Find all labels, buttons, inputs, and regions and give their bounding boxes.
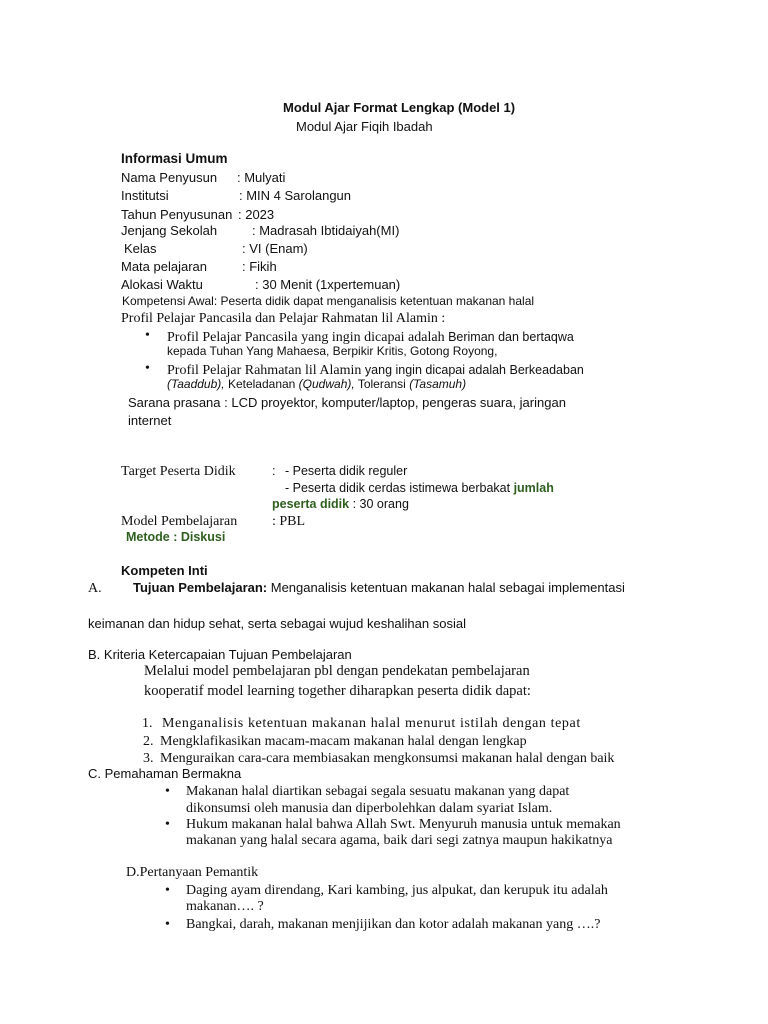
sarana-line: internet xyxy=(128,413,172,428)
profil-item-text: Beriman dan bertaqwa xyxy=(448,330,574,344)
info-label: Nama Penyusun xyxy=(121,170,218,185)
bullet: • xyxy=(165,917,170,932)
pemahaman-item-cont: dikonsumsi oleh manusia dan diperbolehkan dalam syariat Islam. xyxy=(186,801,553,816)
pemahaman-item: Makanan halal diartikan sebagai segala sesuatu makanan yang dapat xyxy=(186,784,570,799)
italic-term: (Taaddub), xyxy=(167,377,225,391)
profil-item-text: yang ingin dicapai adalah Berkeadaban xyxy=(364,363,584,377)
kriteria-item: Menganalisis ketentuan makanan halal menurut istilah dengan tepat xyxy=(162,716,581,731)
tujuan-text-cont: keimanan dan hidup sehat, serta sebagai wujud keshalihan sosial xyxy=(88,616,466,631)
target-value: - Peserta didik reguler xyxy=(285,464,408,478)
tujuan-pembelajaran xyxy=(133,581,625,595)
kriteria-intro: kooperatif model learning together diharapkan peserta didik dapat: xyxy=(144,683,531,699)
pemahaman-heading: C. Pemahaman Bermakna xyxy=(88,766,242,781)
tujuan-label: Tujuan Pembelajaran: xyxy=(133,580,268,595)
kriteria-intro: Melalui model pembelajaran pbl dengan pendekatan pembelajaran xyxy=(144,663,530,679)
model-value: : PBL xyxy=(272,514,306,529)
sarana-line: Sarana prasana : LCD proyektor, komputer/laptop, pengeras suara, jaringan xyxy=(128,395,566,410)
pertanyaan-item: Daging ayam direndang, Kari kambing, jus alpukat, dan kerupuk itu adalah xyxy=(186,883,608,898)
list-number: 3. xyxy=(143,751,154,766)
info-value: : MIN 4 Sarolangun xyxy=(239,188,352,203)
info-label: Tahun Penyusunan xyxy=(121,207,233,222)
profil-item-text: Toleransi xyxy=(354,377,410,391)
profil-item-text: Profil Pelajar Rahmatan lil Alamin xyxy=(167,363,365,378)
pemahaman-item-cont: makanan yang halal secara agama, baik dari segi zatnya maupun hakikatnya xyxy=(186,833,613,848)
kriteria-heading: B. Kriteria Ketercapaian Tujuan Pembelajaran xyxy=(88,647,352,662)
kompetensi-awal: Kompetensi Awal: Peserta didik dapat menganalisis ketentuan makanan halal xyxy=(122,294,535,308)
italic-term: (Tasamuh) xyxy=(409,377,467,391)
bullet: • xyxy=(165,784,170,799)
target-label: Target Peserta Didik xyxy=(121,464,236,479)
target-colon: : xyxy=(272,464,276,478)
target-value xyxy=(272,498,409,512)
pertanyaan-heading: D.Pertanyaan Pemantik xyxy=(126,865,259,880)
info-value: : 30 Menit (1xpertemuan) xyxy=(255,277,401,292)
pertanyaan-item-cont: makanan…. ? xyxy=(186,899,264,914)
profil-item xyxy=(167,328,574,346)
info-value: : 2023 xyxy=(238,207,275,222)
tujuan-text: Menganalisis ketentuan makanan halal sebagai implementasi xyxy=(267,580,625,595)
model-label: Model Pembelajaran xyxy=(121,514,238,529)
info-heading: Informasi Umum xyxy=(121,151,228,166)
info-value: : Madrasah Ibtidaiyah(MI) xyxy=(252,223,400,238)
pemahaman-item: Hukum makanan halal bahwa Allah Swt. Menyuruh manusia untuk memakan xyxy=(186,817,621,832)
info-value: : Fikih xyxy=(242,259,277,274)
target-value-text: - Peserta didik cerdas istimewa berbakat xyxy=(285,481,514,495)
document-title: Modul Ajar Format Lengkap (Model 1) xyxy=(283,100,516,115)
profil-item-text: Keteladanan xyxy=(224,377,299,391)
bullet: • xyxy=(145,361,150,376)
info-label: Mata pelajaran xyxy=(121,259,207,274)
list-number: 2. xyxy=(143,734,154,749)
list-marker: A. xyxy=(88,581,102,596)
bullet: • xyxy=(165,883,170,898)
metode: Metode : Diskusi xyxy=(126,530,226,544)
target-value xyxy=(285,482,554,496)
kompeten-inti-heading: Kompeten Inti xyxy=(121,563,208,578)
kriteria-item: Menguraikan cara-cara membiasakan mengkonsumsi makanan halal dengan baik xyxy=(160,751,615,766)
info-label: Jenjang Sekolah xyxy=(121,223,218,238)
profil-item-cont xyxy=(167,378,466,391)
list-number: 1. xyxy=(142,716,153,731)
kriteria-item: Mengklafikasikan macam-macam makanan halal dengan lengkap xyxy=(160,734,527,749)
profil-item-cont: kepada Tuhan Yang Mahaesa, Berpikir Kritis, Gotong Royong, xyxy=(167,344,498,358)
pertanyaan-item: Bangkai, darah, makanan menjijikan dan kotor adalah makanan yang ….? xyxy=(186,917,601,932)
info-value: : VI (Enam) xyxy=(242,241,308,256)
profil-item-text: Profil Pelajar Pancasila yang ingin dicapai adalah xyxy=(167,330,449,345)
bullet: • xyxy=(165,817,170,832)
italic-term: (Qudwah), xyxy=(298,377,355,391)
target-value-bold: peserta didik xyxy=(272,497,350,511)
document-subtitle: Modul Ajar Fiqih Ibadah xyxy=(296,119,433,134)
info-label: Kelas xyxy=(124,241,157,256)
bullet: • xyxy=(145,328,150,343)
profil-item xyxy=(167,361,584,379)
info-value: : Mulyati xyxy=(237,170,286,185)
info-label: Alokasi Waktu xyxy=(121,277,203,292)
profil-heading: Profil Pelajar Pancasila dan Pelajar Rahmatan lil Alamin : xyxy=(121,311,446,326)
target-value-bold: jumlah xyxy=(513,481,554,495)
target-value-text: : 30 orang xyxy=(349,497,409,511)
info-label: Institutsi xyxy=(121,188,169,203)
